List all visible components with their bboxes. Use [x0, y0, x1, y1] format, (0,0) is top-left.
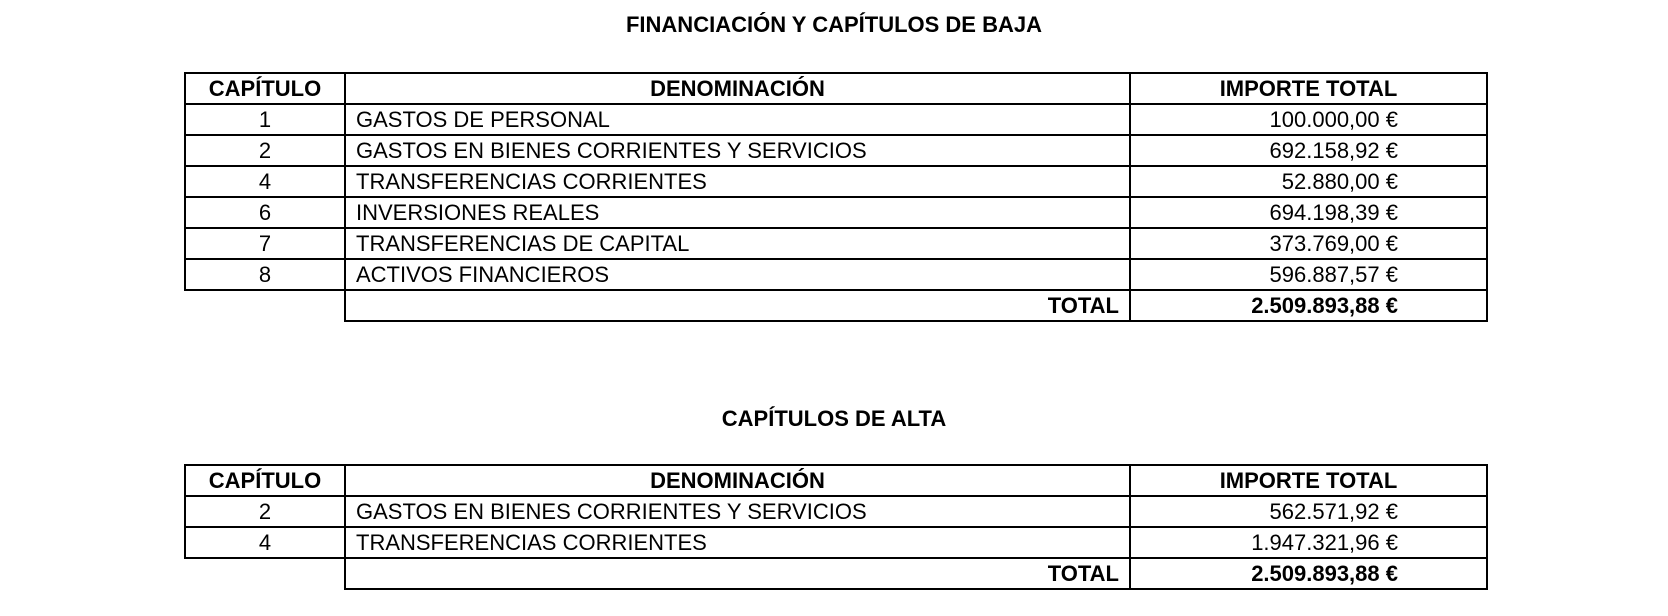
header-denominacion: DENOMINACIÓN: [345, 465, 1130, 496]
cell-denominacion: INVERSIONES REALES: [345, 197, 1130, 228]
cell-denominacion: TRANSFERENCIAS DE CAPITAL: [345, 228, 1130, 259]
cell-denominacion: GASTOS EN BIENES CORRIENTES Y SERVICIOS: [345, 496, 1130, 527]
cell-denominacion: TRANSFERENCIAS CORRIENTES: [345, 527, 1130, 558]
empty-cell: [185, 558, 345, 589]
total-amount: 2.509.893,88 €: [1130, 558, 1487, 589]
section-title-alta: CAPÍTULOS DE ALTA: [721, 406, 947, 431]
cell-denominacion: TRANSFERENCIAS CORRIENTES: [345, 166, 1130, 197]
cell-importe: 52.880,00 €: [1130, 166, 1487, 197]
section-title-baja: FINANCIACIÓN Y CAPÍTULOS DE BAJA: [625, 12, 1042, 37]
empty-cell: [185, 290, 345, 321]
table-row: [185, 104, 1487, 135]
header-importe-total: IMPORTE TOTAL: [1130, 73, 1487, 104]
table-row: [185, 259, 1487, 290]
header-capitulo: CAPÍTULO: [185, 465, 345, 496]
cell-importe: 694.198,39 €: [1130, 197, 1487, 228]
header-capitulo: CAPÍTULO: [185, 73, 345, 104]
header-denominacion: DENOMINACIÓN: [345, 73, 1130, 104]
cell-denominacion: GASTOS DE PERSONAL: [345, 104, 1130, 135]
total-row: [185, 558, 1487, 589]
total-amount: 2.509.893,88 €: [1130, 290, 1487, 321]
table-row: [185, 166, 1487, 197]
budget-table-baja: [184, 72, 1488, 322]
cell-denominacion: ACTIVOS FINANCIEROS: [345, 259, 1130, 290]
cell-importe: 373.769,00 €: [1130, 228, 1487, 259]
cell-denominacion: GASTOS EN BIENES CORRIENTES Y SERVICIOS: [345, 135, 1130, 166]
total-label: TOTAL: [345, 558, 1130, 589]
table-header-row: [185, 73, 1487, 104]
cell-importe: 100.000,00 €: [1130, 104, 1487, 135]
cell-capitulo: 8: [185, 259, 345, 290]
cell-capitulo: 2: [185, 135, 345, 166]
cell-capitulo: 2: [185, 496, 345, 527]
table-row: [185, 197, 1487, 228]
cell-capitulo: 4: [185, 527, 345, 558]
cell-importe: 562.571,92 €: [1130, 496, 1487, 527]
cell-capitulo: 7: [185, 228, 345, 259]
cell-importe: 1.947.321,96 €: [1130, 527, 1487, 558]
cell-capitulo: 1: [185, 104, 345, 135]
cell-importe: 596.887,57 €: [1130, 259, 1487, 290]
table-row: [185, 228, 1487, 259]
table-header-row: [185, 465, 1487, 496]
cell-capitulo: 4: [185, 166, 345, 197]
table-row: [185, 527, 1487, 558]
cell-capitulo: 6: [185, 197, 345, 228]
table-row: [185, 135, 1487, 166]
table-row: [185, 496, 1487, 527]
cell-importe: 692.158,92 €: [1130, 135, 1487, 166]
total-label: TOTAL: [345, 290, 1130, 321]
budget-table-alta: [184, 464, 1488, 590]
total-row: [185, 290, 1487, 321]
header-importe-total: IMPORTE TOTAL: [1130, 465, 1487, 496]
